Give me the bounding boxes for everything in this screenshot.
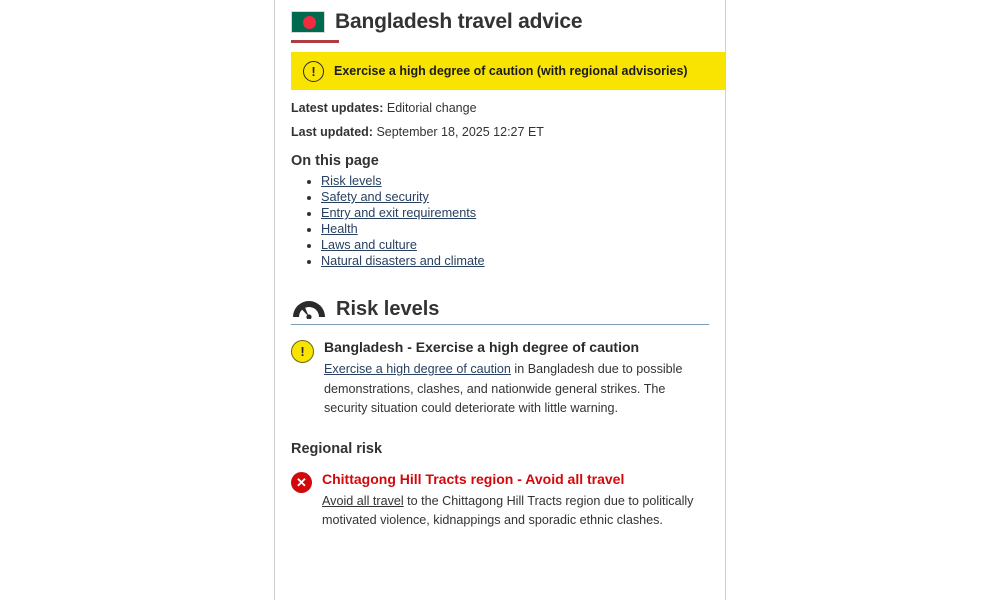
bangladesh-flag-icon	[291, 11, 325, 33]
travel-advice-card	[274, 0, 726, 600]
toc-link-safety-and-security[interactable]: Safety and security	[321, 190, 429, 204]
country-risk-link[interactable]: Exercise a high degree of caution	[324, 362, 511, 376]
toc-link-natural-disasters-and-climate[interactable]: Natural disasters and climate	[321, 254, 485, 268]
risk-levels-title: Risk levels	[336, 298, 440, 320]
page-header	[275, 0, 725, 34]
country-risk-entry	[291, 339, 709, 419]
list-item	[321, 253, 725, 269]
regional-risk-title: Chittagong Hill Tracts region - Avoid all travel	[322, 470, 625, 487]
latest-updates-line	[291, 101, 709, 115]
latest-updates-value: Editorial change	[386, 101, 477, 115]
icon-col	[291, 339, 314, 419]
list-item	[321, 237, 725, 253]
last-updated-value: September 18, 2025 12:27 ET	[376, 125, 544, 139]
risk-gauge-icon	[291, 295, 327, 319]
list-item	[321, 205, 725, 221]
advisory-alert-banner	[291, 52, 726, 90]
toc-link-health[interactable]: Health	[321, 222, 358, 236]
last-updated-label: Last updated:	[291, 125, 373, 139]
toc-link-risk-levels[interactable]: Risk levels	[321, 174, 382, 188]
list-item	[321, 173, 725, 189]
regional-risk-entry	[291, 471, 709, 531]
last-updated-line	[291, 125, 709, 139]
entry-body	[324, 339, 709, 419]
title-underline	[291, 40, 339, 43]
list-item	[321, 221, 725, 237]
regional-risk-heading: Regional risk	[291, 440, 383, 457]
country-risk-text-rest: in Bangladesh due to possible demonstrations, clashes, and nationwide general strikes. The security situation could deteriorate with little warning.	[324, 362, 683, 416]
warning-exclamation-icon: !	[291, 340, 314, 363]
entry-body	[322, 471, 709, 531]
on-this-page-heading: On this page	[291, 153, 379, 169]
page-title: Bangladesh travel advice	[335, 10, 583, 33]
risk-levels-heading-row	[291, 295, 709, 325]
toc-link-entry-and-exit-requirements[interactable]: Entry and exit requirements	[321, 206, 477, 220]
advisory-alert-text: Exercise a high degree of caution (with regional advisories)	[334, 64, 688, 78]
toc-link-laws-and-culture[interactable]: Laws and culture	[321, 238, 417, 252]
regional-risk-text-rest: to the Chittagong Hill Tracts region due to politically motivated violence, kidnappings and sporadic ethnic clashes.	[322, 493, 694, 528]
danger-x-icon: ✕	[291, 472, 312, 493]
country-risk-text	[324, 360, 709, 419]
meta-block	[275, 101, 725, 139]
icon-col	[291, 471, 312, 531]
list-item	[321, 189, 725, 205]
on-this-page-list	[275, 173, 725, 269]
country-risk-title: Bangladesh - Exercise a high degree of caution	[324, 339, 640, 355]
regional-risk-text	[322, 492, 709, 531]
flag-circle	[303, 16, 316, 29]
regional-risk-link[interactable]: Avoid all travel	[322, 493, 404, 508]
warning-exclamation-icon: !	[303, 61, 324, 82]
latest-updates-label: Latest updates:	[291, 101, 384, 115]
